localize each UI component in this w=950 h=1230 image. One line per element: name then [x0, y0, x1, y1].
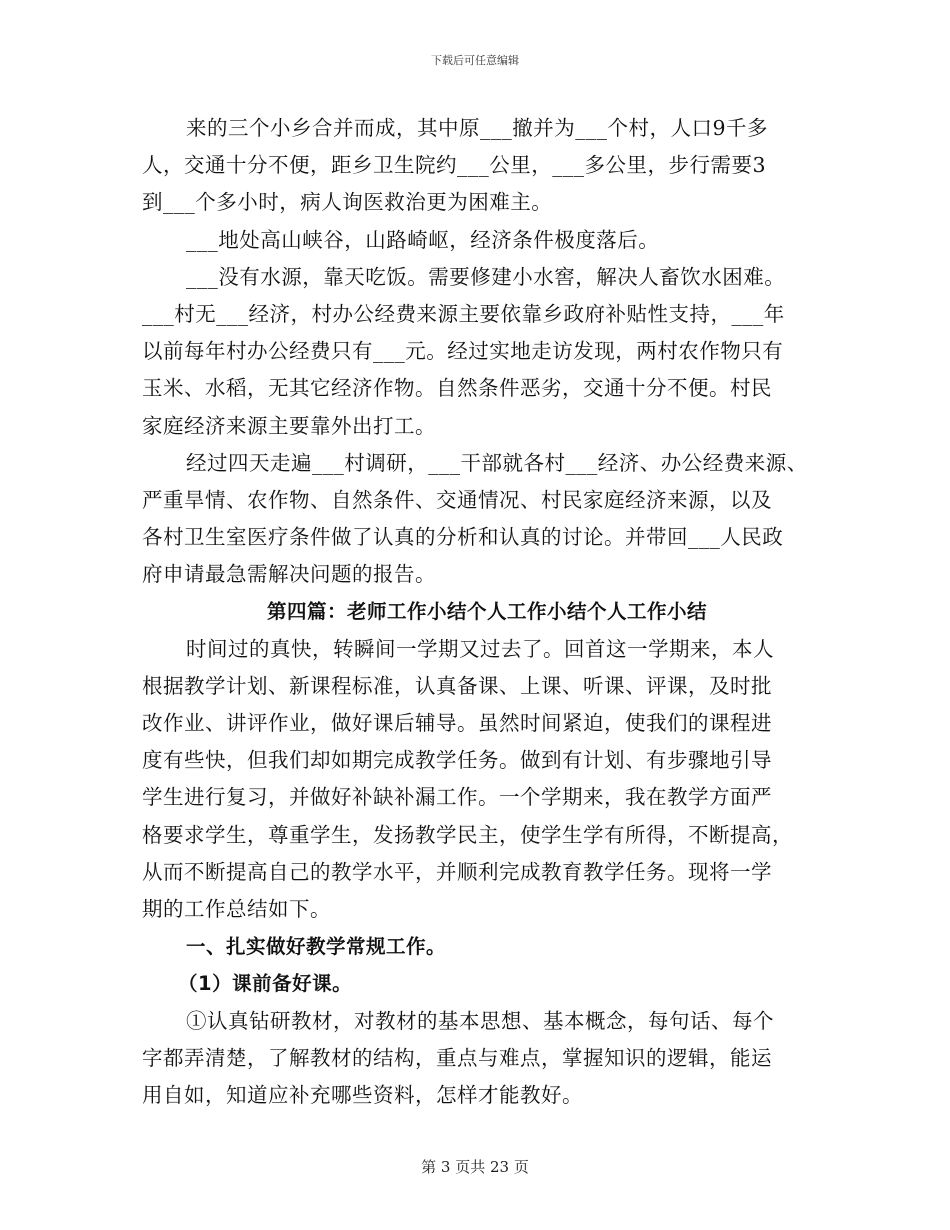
paragraph-line: 改作业、讲评作业，做好课后辅导。虽然时间紧迫，使我们的课程进: [142, 711, 772, 735]
paragraph-line: ___村无___经济，村办公经费来源主要依靠乡政府补贴性支持，___年: [142, 301, 785, 326]
paragraph-line: ___没有水源，靠天吃饭。需要修建小水窖，解决人畜饮水困难。: [186, 264, 786, 289]
paragraph-line: 从而不断提高自己的教学水平，并顺利完成教育教学任务。现将一学: [142, 859, 772, 884]
section-title: 第四篇：老师工作小结个人工作小结个人工作小结: [266, 600, 707, 624]
paragraph-line: 度有些快，但我们却如期完成教学任务。做到有计划、有步骤地引导: [142, 748, 772, 773]
paragraph-line: 来的三个小乡合并而成，其中原___撤并为___个村，人口9千多: [186, 116, 769, 140]
paragraph-line: 府申请最急需解决问题的报告。: [142, 562, 436, 587]
paragraph-line: 家庭经济来源主要靠外出打工。: [142, 413, 436, 438]
paragraph-line: 玉米、水稻，无其它经济作物。自然条件恶劣，交通十分不便。村民: [142, 376, 772, 401]
paragraph-line: 用自如，知道应补充哪些资料，怎样才能教好。: [142, 1082, 583, 1107]
paragraph-line: 期的工作总结如下。: [142, 896, 331, 921]
page-header: 下载后可任意编辑: [431, 54, 519, 67]
subheading: （1）课前备好课。: [178, 972, 353, 996]
paragraph-line: 时间过的真快，转瞬间一学期又过去了。回首这一学期来，本人: [186, 636, 774, 661]
paragraph-line: ①认真钻研教材，对教材的基本思想、基本概念，每句话、每个: [186, 1008, 774, 1033]
paragraph-line: 以前每年村办公经费只有___元。经过实地走访发现，两村农作物只有: [142, 339, 784, 364]
paragraph-line: 各村卫生室医疗条件做了认真的分析和认真的讨论。并带回___人民政: [142, 525, 784, 550]
paragraph-line: 学生进行复习，并做好补缺补漏工作。一个学期来，我在教学方面严: [142, 785, 772, 810]
document-body: [142, 110, 832, 1114]
paragraph-line: 经过四天走遍___村调研，___干部就各村___经济、办公经费来源、: [186, 450, 808, 475]
paragraph-line: 到___个多小时，病人询医救治更为困难主。: [142, 190, 553, 215]
paragraph-line: ___地处高山峡谷，山路崎岖，经济条件极度落后。: [186, 227, 660, 252]
paragraph-line: 字都弄清楚，了解教材的结构，重点与难点，掌握知识的逻辑，能运: [142, 1045, 772, 1070]
page-footer: 第 3 页共 23 页: [421, 1158, 529, 1176]
subheading: 一、扎实做好教学常规工作。: [186, 935, 447, 959]
paragraph-line: 人，交通十分不便，距乡卫生院约___公里，___多公里，步行需要3: [142, 153, 767, 178]
paragraph-line: 根据教学计划、新课程标准，认真备课、上课、听课、评课，及时批: [142, 673, 772, 698]
paragraph-line: 严重旱情、农作物、自然条件、交通情况、村民家庭经济来源，以及: [142, 487, 772, 512]
paragraph-line: 格要求学生，尊重学生，发扬教学民主，使学生学有所得，不断提高，: [142, 822, 793, 847]
